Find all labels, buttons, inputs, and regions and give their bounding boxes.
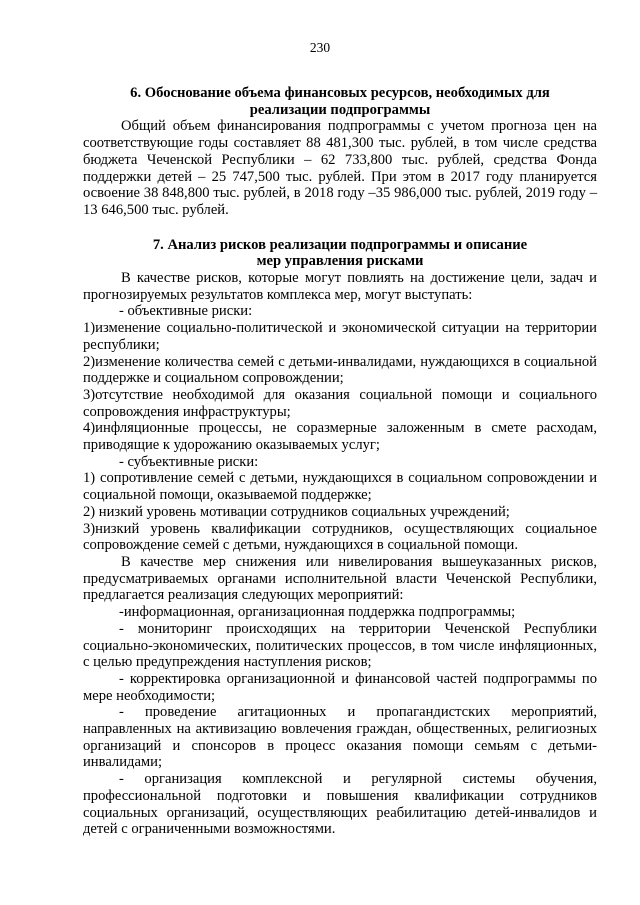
section-6-heading-line-2: реализации подпрограммы xyxy=(249,101,431,118)
subjective-risk-item: 3)низкий уровень квалификации сотрудников, осуществляющих социальное сопровождение семей с детьми, нуждающихся в социальной помощи. xyxy=(83,520,597,554)
section-6-paragraph: Общий объем финансирования подпрограммы с учетом прогноза цен на соответствующие годы составляет 88 481,300 тыс. рублей, в том числе средства бюджета Чеченской Республики – 62 733,800 тыс. рублей, средства Фонда поддержки детей – 25 747,500 тыс. рублей. При этом в 2017 году планируется освоение 38 848,800 тыс. рублей, в 2018 году –35 986,000 тыс. рублей, 2019 году – 13 646,500 тыс. рублей. xyxy=(83,118,597,218)
measure-item: -информационная, организационная поддержка подпрограммы; xyxy=(119,604,516,621)
section-6-heading-line-1: 6. Обоснование объема финансовых ресурсов, необходимых для xyxy=(130,85,550,101)
measure-item: - проведение агитационных и пропагандистских мероприятий, направленных на активизацию вовлечения граждан, общественных, религиозных организаций и спонсоров в процесс оказания помощи семьям с детьми-инвалидами; xyxy=(83,704,597,771)
objective-risks-label: - объективные риски: xyxy=(119,303,253,320)
section-7-heading xyxy=(83,237,597,270)
objective-risk-item: 2)изменение количества семей с детьми-инвалидами, нуждающихся в социальной поддержке и социальном сопровождении; xyxy=(83,353,597,387)
page-content xyxy=(83,69,597,838)
objective-risk-item: 3)отсутствие необходимой для оказания социальной помощи и социального сопровождения инфраструктуры; xyxy=(83,386,597,420)
measure-item: - корректировка организационной и финансовой частей подпрограммы по мере необходимости; xyxy=(83,670,597,704)
measure-item: - мониторинг происходящих на территории Чеченской Республики социально-экономических, политических процессов, в том числе инфляционных, с целью предупреждения наступления рисков; xyxy=(83,620,597,671)
subjective-risk-item: 1) сопротивление семей с детьми, нуждающихся в социальном сопровождении и социальной помощи, оказываемой поддержке; xyxy=(83,470,597,504)
subjective-risk-item: 2) низкий уровень мотивации сотрудников социальных учреждений; xyxy=(83,503,510,520)
objective-risk-item: 4)инфляционные процессы, не соразмерные заложенным в смете расходам, приводящие к удорожанию оказываемых услуг; xyxy=(83,420,597,454)
section-7-heading-line-1: 7. Анализ рисков реализации подпрограммы и описание xyxy=(152,236,528,253)
objective-risk-item: 1)изменение социально-политической и экономической ситуации на территории республики; xyxy=(83,320,597,353)
measures-intro: В качестве мер снижения или нивелирования вышеуказанных рисков, предусматриваемых органами исполнительной власти Чеченской Республики, предлагается реализация следующих мероприятий: xyxy=(83,553,597,604)
page-number: 230 xyxy=(309,40,331,55)
measure-item: - организация комплексной и регулярной системы обучения, профессиональной подготовки и повышения квалификации сотрудников социальных организаций, осуществляющих реабилитацию детей-инвалидов и детей с ограниченными возможностями. xyxy=(83,771,597,838)
subjective-risks-label: - субъективные риски: xyxy=(119,453,259,470)
section-7-heading-line-2: мер управления рисками xyxy=(256,253,424,270)
risks-intro: В качестве рисков, которые могут повлиять на достижение цели, задач и прогнозируемых результатов комплекса мер, могут выступать: xyxy=(83,270,597,303)
section-6-heading xyxy=(83,85,597,118)
